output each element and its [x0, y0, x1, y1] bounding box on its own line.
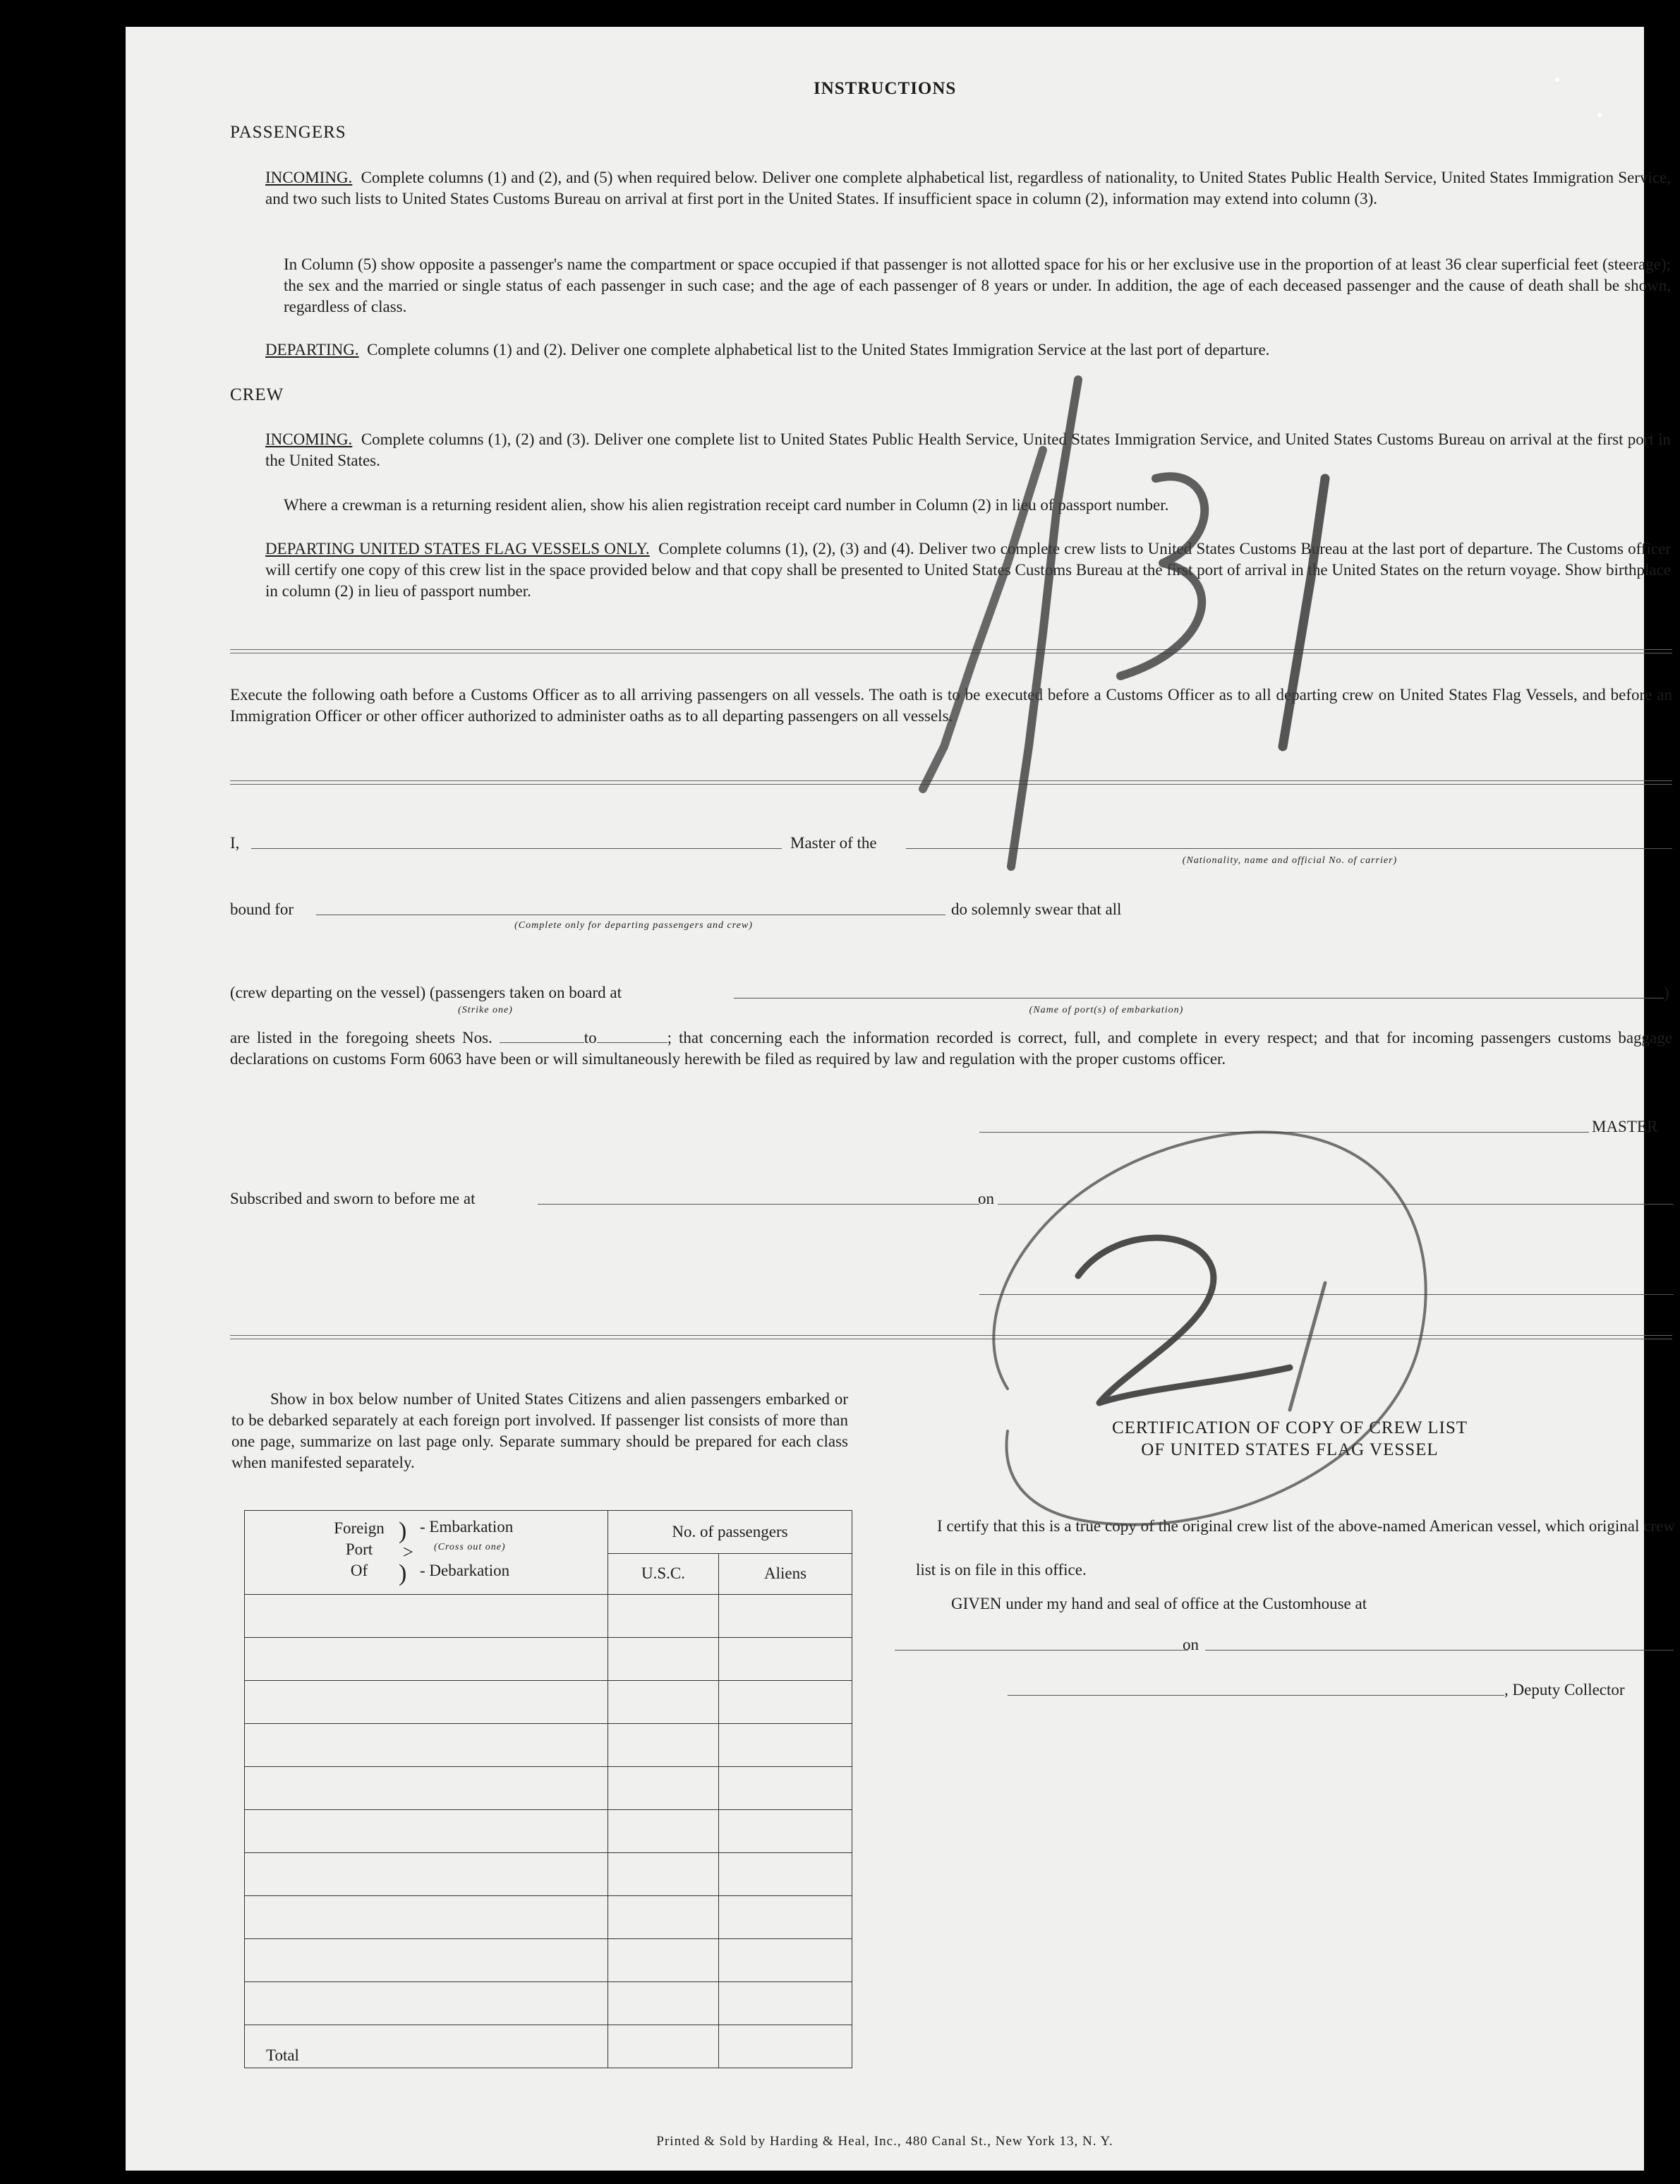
- given-label: GIVEN under my hand and seal of office at the Customhouse at: [951, 1595, 1367, 1612]
- listed-text-b: ; that concerning each the information recorded is correct, full, and complete in every respect; and that for incoming passengers customs baggage declarations on customs Form 6063 have been or will simultaneously herewith be filed as required by law and regulation with the proper customs officer.: [230, 1029, 1672, 1068]
- embarkation-label: - Embarkation: [420, 1518, 514, 1536]
- crew-incoming-text: Complete columns (1), (2) and (3). Deliver one complete list to United States Public Health Service, United States Immigration Service, and United States Customs Bureau on arrival at the first port in the United States.: [265, 430, 1671, 469]
- summary-instructions: Show in box below number of United States Citizens and alien passengers embarked or to be debarked separately at each foreign port involved. If passenger list consists of more than one page, summarize on last page only. Separate summary should be prepared for each class when manifested separately.: [231, 1390, 848, 1471]
- handwritten-stroke-4: [1283, 478, 1325, 747]
- passengers-departing-label: DEPARTING.: [265, 341, 359, 358]
- brace-bottom: ): [399, 1560, 407, 1586]
- certification-title-line1: CERTIFICATION OF COPY OF CREW LIST: [1111, 1418, 1468, 1437]
- swear-label: do solemnly swear that all: [951, 900, 1122, 918]
- deputy-collector-label: , Deputy Collector: [1504, 1681, 1625, 1699]
- crew-departing-label: (crew departing on the vessel) (passengers taken on board at: [230, 984, 622, 1001]
- crew-departing-label: DEPARTING UNITED STATES FLAG VESSELS ONLY.: [265, 540, 650, 557]
- port-label: Port: [345, 1540, 373, 1558]
- handwritten-stroke-1: [923, 450, 1043, 789]
- brace-mid: >: [403, 1542, 413, 1562]
- oath-i-label: I,: [230, 834, 240, 852]
- total-label: Total: [245, 2025, 608, 2068]
- listed-text-a: are listed in the foregoing sheets Nos.: [230, 1029, 492, 1046]
- aliens-header: Aliens: [719, 1553, 852, 1595]
- handwritten-circle: [993, 1132, 1425, 1524]
- no-of-passengers-header: No. of passengers: [608, 1511, 852, 1554]
- printer-footer: Printed & Sold by Harding & Heal, Inc., 480 Canal St., New York 13, N. Y.: [656, 2134, 1113, 2149]
- to-label: to: [584, 1029, 597, 1046]
- passengers-incoming-text: Complete columns (1) and (2), and (5) when required below. Deliver one complete alphabetical list, regardless of nationality, to United States Public Health Service, United States Immigration Service, and two such lists to United States Customs Bureau on arrival at first port in the United States. If insufficient space in column (2), information may extend into column (3).: [265, 169, 1672, 207]
- subscribed-on-label: on: [978, 1190, 994, 1207]
- speck: [1555, 78, 1559, 82]
- carrier-caption: (Nationality, name and official No. of carrier): [1182, 855, 1398, 866]
- usc-header: U.S.C.: [608, 1553, 719, 1595]
- certification-title-line2: OF UNITED STATES FLAG VESSEL: [1141, 1440, 1439, 1459]
- brace-top: ): [399, 1518, 407, 1544]
- crew-heading: CREW: [230, 385, 284, 404]
- passengers-heading: PASSENGERS: [230, 123, 346, 142]
- debarkation-label: - Debarkation: [420, 1562, 510, 1579]
- cross-out-caption: (Cross out one): [434, 1542, 506, 1552]
- handwriting-overlay: [126, 27, 1644, 2171]
- passengers-incoming-label: INCOMING.: [265, 169, 353, 186]
- crew-resident-paragraph: Where a crewman is a returning resident alien, show his alien registration receipt card number in Column (2) in lieu of passport number.: [284, 496, 1169, 514]
- bound-caption: (Complete only for departing passengers and crew): [514, 920, 753, 931]
- master-of-label: Master of the: [790, 834, 877, 852]
- port-caption: (Name of port(s) of embarkation): [1029, 1005, 1184, 1015]
- subscribed-label: Subscribed and sworn to before me at: [230, 1190, 476, 1207]
- master-label: MASTER: [1592, 1118, 1658, 1135]
- of-label: Of: [350, 1562, 368, 1579]
- cert-on-label: on: [1183, 1636, 1199, 1653]
- handwritten-stroke-3: [1120, 476, 1204, 676]
- oath-intro: Execute the following oath before a Customs Officer as to all arriving passengers on all vessels. The oath is to be executed before a Customs Officer as to all departing crew on United States Flag Vessels, and before an Immigration Officer or other officer authorized to administer oaths as to all departing passengers on all vessels.: [230, 686, 1672, 725]
- strike-caption: (Strike one): [458, 1005, 513, 1015]
- passengers-column5-paragraph: In Column (5) show opposite a passenger's name the compartment or space occupied if that passenger is not allotted space for his or her exclusive use in the proportion of at least 36 clear superficial feet (steerage); the sex and the married or single status of each passenger in such case; and the age of each passenger of 8 years or under. In addition, the age of each deceased passenger and the cause of death shall be shown, regardless of class.: [284, 255, 1671, 315]
- bound-for-label: bound for: [230, 900, 294, 918]
- certify-paragraph: I certify that this is a true copy of the original crew list of the above-named American vessel, which original crew list is on file in this office.: [916, 1517, 1675, 1579]
- speck: [1597, 113, 1602, 117]
- crew-departing-text: Complete columns (1), (2), (3) and (4). Deliver two complete crew lists to United States Customs Bureau at the last port of departure. The Customs officer will certify one copy of this crew list in the space provided below and that copy shall be presented to United States Customs Bureau at the first port of arrival in the United States on the return voyage. Show birthplace in column (2) in lieu of passport number.: [265, 540, 1672, 600]
- handwritten-two: [1078, 1238, 1290, 1403]
- document-page: [126, 27, 1675, 2171]
- handwritten-tick: [1290, 1283, 1325, 1410]
- foreign-label: Foreign: [334, 1519, 385, 1537]
- document-title: INSTRUCTIONS: [814, 79, 957, 98]
- crew-incoming-label: INCOMING.: [265, 430, 353, 448]
- passengers-departing-text: Complete columns (1) and (2). Deliver one complete alphabetical list to the United States Immigration Service at the last port of departure.: [367, 341, 1270, 358]
- close-paren: ): [1664, 984, 1669, 1001]
